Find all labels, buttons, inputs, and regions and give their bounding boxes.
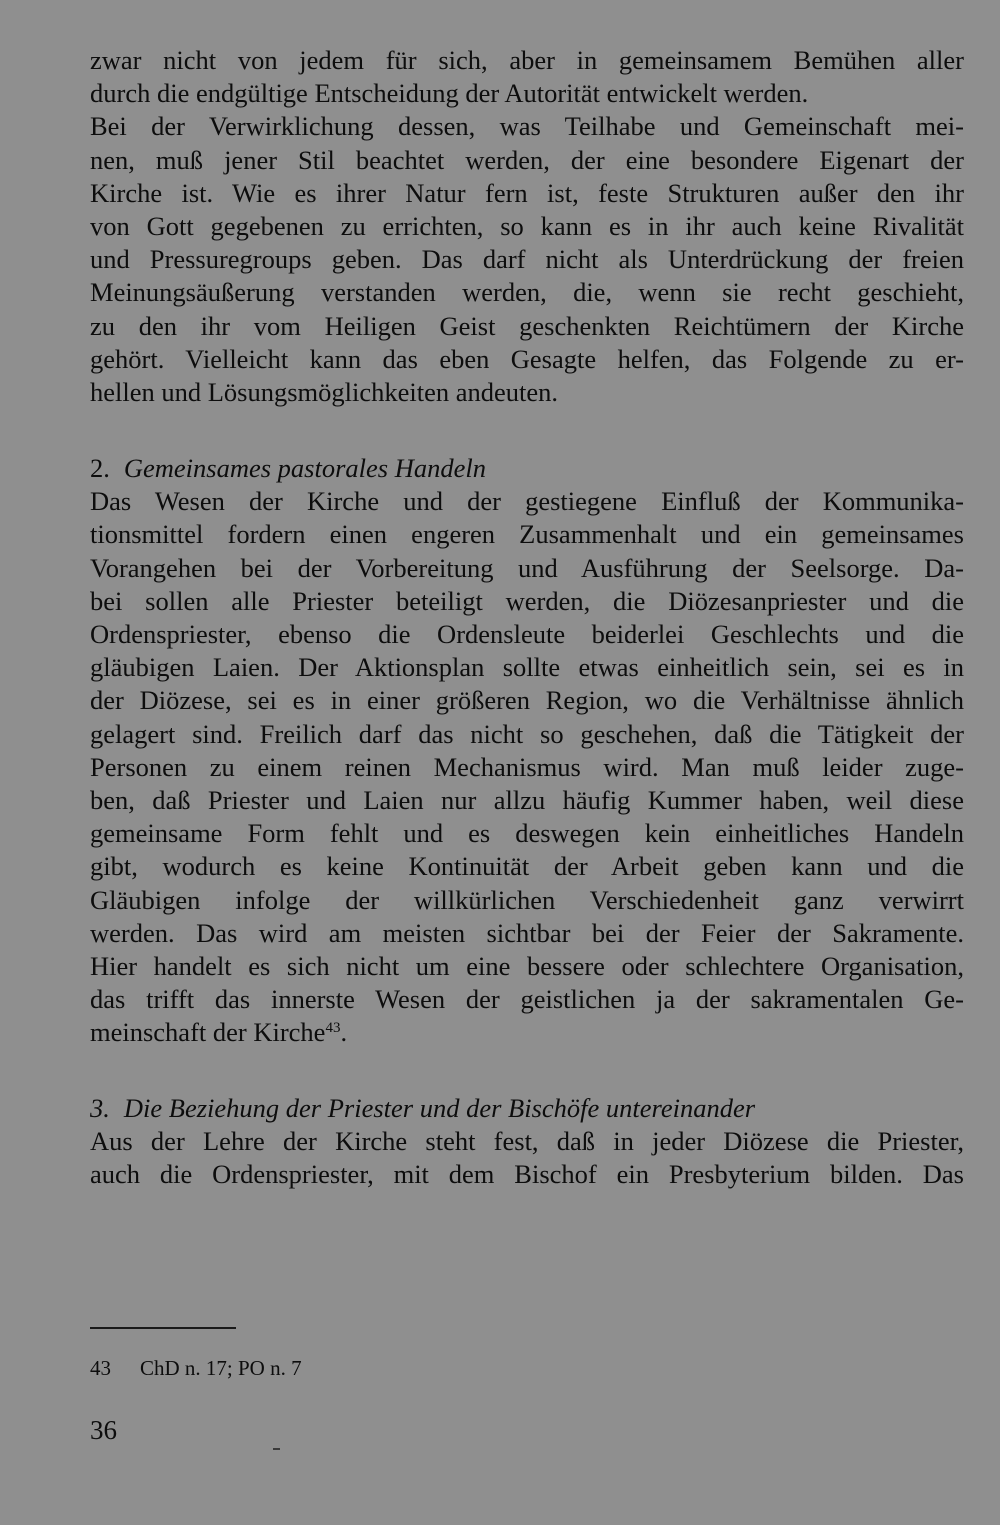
- footnote-divider: [90, 1327, 236, 1329]
- footnote-text: ChD n. 17; PO n. 7: [140, 1356, 302, 1380]
- text-line: Kirche ist. Wie es ihrer Natur fern ist, feste Strukturen außer den ihr: [90, 177, 964, 208]
- text-fragment: meinschaft der Kirche: [90, 1017, 326, 1048]
- text-line: Bei der Verwirklichung dessen, was Teilhabe und Gemeinschaft mei-: [90, 111, 964, 142]
- text-line: Ordenspriester, ebenso die Ordensleute beiderlei Geschlechts und die: [90, 619, 964, 650]
- text-line: nen, muß jener Stil beachtet werden, der eine besondere Eigenart der: [90, 144, 964, 175]
- text-line: Gläubigen infolge der willkürlichen Verschiedenheit ganz verwirrt: [90, 884, 964, 915]
- text-line: gelagert sind. Freilich darf das nicht so geschehen, daß die Tätigkeit der: [90, 718, 964, 749]
- text-line: Personen zu einem reinen Mechanismus wird. Man muß leider zuge-: [90, 751, 964, 782]
- paragraph-teilhabe: [90, 110, 964, 409]
- section-2-paragraph: [90, 485, 964, 1049]
- scan-speck: [273, 1448, 280, 1450]
- text-line: bei sollen alle Priester beteiligt werden, die Diözesanpriester und die: [90, 585, 964, 616]
- text-line: der Diözese, sei es in einer größeren Region, wo die Verhältnisse ähnlich: [90, 685, 964, 716]
- text-line-final: [90, 1016, 964, 1049]
- page-number: 36: [90, 1415, 117, 1445]
- paragraph-continuation: [90, 44, 964, 110]
- page-content: [90, 44, 964, 1191]
- text-line: hellen und Lösungsmöglichkeiten andeuten.: [90, 377, 559, 408]
- text-line: zu den ihr vom Heiligen Geist geschenkten Reichtümern der Kirche: [90, 310, 964, 341]
- section-title: Die Beziehung der Priester und der Bischöfe untereinander: [123, 1092, 756, 1123]
- text-line: gehört. Vielleicht kann das eben Gesagte helfen, das Folgende zu er-: [90, 343, 964, 374]
- text-line: gemeinsame Form fehlt und es deswegen kein einheitliches Handeln: [90, 818, 964, 849]
- section-2-heading: [90, 452, 964, 485]
- text-line: werden. Das wird am meisten sichtbar bei der Feier der Sakramente.: [90, 917, 964, 948]
- footnote-reference[interactable]: 43: [325, 1020, 341, 1037]
- text-line: Hier handelt es sich nicht um eine bessere oder schlechtere Organisation,: [90, 951, 964, 982]
- text-line: durch die endgültige Entscheidung der Autorität entwickelt werden.: [90, 78, 809, 109]
- text-line: gibt, wodurch es keine Kontinuität der Arbeit geben kann und die: [90, 851, 964, 882]
- text-line: Meinungsäußerung verstanden werden, die, wenn sie recht geschieht,: [90, 277, 964, 308]
- footnote-number: 43: [90, 1356, 111, 1380]
- text-line: Das Wesen der Kirche und der gestiegene Einfluß der Kommunika-: [90, 486, 964, 517]
- text-line: das trifft das innerste Wesen der geistlichen ja der sakramentalen Ge-: [90, 984, 964, 1015]
- text-line: von Gott gegebenen zu errichten, so kann es in ihr auch keine Rivalität: [90, 211, 964, 242]
- text-line: und Pressuregroups geben. Das darf nicht als Unterdrückung der freien: [90, 244, 964, 275]
- section-title: Gemeinsames pastorales Handeln: [123, 453, 486, 484]
- footnote: [90, 1355, 302, 1381]
- text-line: auch die Ordenspriester, mit dem Bischof ein Presbyterium bilden. Das: [90, 1158, 964, 1189]
- section-3-heading: [90, 1092, 964, 1125]
- text-fragment: .: [340, 1017, 348, 1048]
- text-line: zwar nicht von jedem für sich, aber in gemeinsamem Bemühen aller: [90, 45, 964, 75]
- text-line: ben, daß Priester und Laien nur allzu häufig Kummer haben, weil diese: [90, 785, 964, 816]
- section-number: 2.: [90, 453, 110, 484]
- text-line: Vorangehen bei der Vorbereitung und Ausführung der Seelsorge. Da-: [90, 552, 964, 583]
- text-line: gläubigen Laien. Der Aktionsplan sollte etwas einheitlich sein, sei es in: [90, 652, 964, 683]
- section-number: 3.: [90, 1092, 110, 1123]
- section-3-paragraph: [90, 1125, 964, 1191]
- text-line: Aus der Lehre der Kirche steht fest, daß in jeder Diözese die Priester,: [90, 1125, 964, 1156]
- text-line: tionsmittel fordern einen engeren Zusammenhalt und ein gemeinsames: [90, 519, 964, 550]
